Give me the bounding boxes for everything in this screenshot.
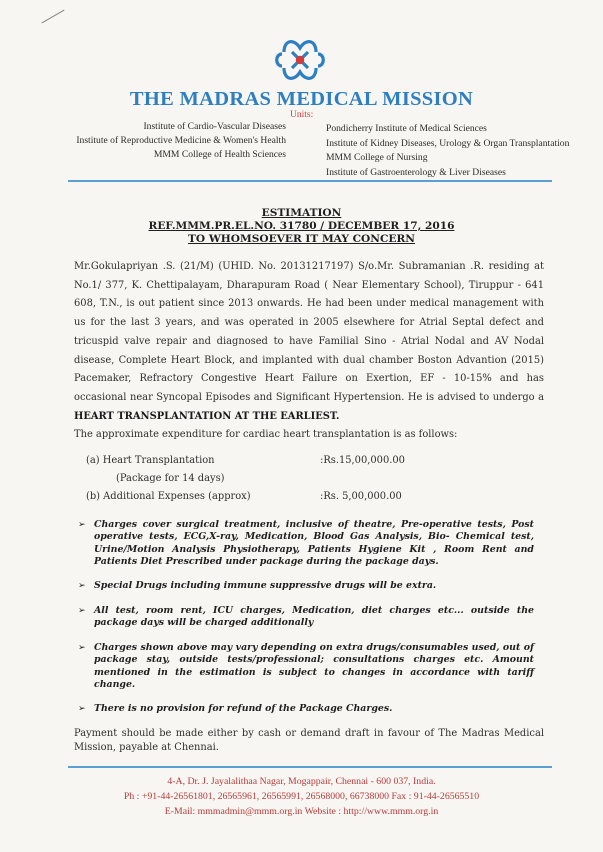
bullet-arrow-icon: ➢ (78, 704, 86, 714)
cost-sub: (Package for 14 days) (116, 473, 225, 484)
bullet-item (78, 703, 534, 715)
bullet-text: Charges shown above may vary depending on extra drugs/consumables used, out of package stay, outside tests/professional; consultations charges etc. Amount mentioned in the estimation is subject to changes in accordance with tariff change. (94, 642, 534, 691)
payment-note: Payment should be made either by cash or demand draft in favour of The Madras Medical Mission, payable at Chennai. (74, 728, 544, 753)
paragraph-text: Mr.Gokulapriyan .S. (21/M) (UHID. No. 20131217197) S/o.Mr. Subramanian .R. residing at No.1/ 377, K. Chettipalayam, Dharapuram Road ( Near Elementary School), Tiruppur - 641 608, T.N., is out patient since 2013 onwards. He had been under medical management with us for the last 3 years, and was operated in 2005 elsewhere for Atrial Septal defect and tricuspid valve repair and diagnosed to have Familial Sino - Atrial Nodal and AV Nodal disease, Complete Heart Block, and implanted with dual chamber Boston Advantion (2015) Pacemaker, Refractory Congestive Heart Failure on Exertion, EF - 10-15% and has occasional near Syncopal Episodes and Significant Hypertension. He is advised to undergo a (74, 261, 544, 403)
footer-email: E-Mail: mmmadmin@mmm.org.in Website : http://www.mmm.org.in (164, 806, 439, 817)
footer-divider (68, 766, 552, 768)
patient-paragraph (74, 258, 544, 426)
pen-mark (41, 10, 64, 24)
unit-item: Institute of Gastroenterology & Liver Diseases (326, 166, 506, 178)
bullet-text: Special Drugs including immune suppressive drugs will be extra. (94, 580, 437, 591)
cost-amount: :Rs. 5,00,000.00 (320, 491, 402, 502)
bullet-item (78, 642, 534, 692)
unit-item: Pondicherry Institute of Medical Sciences (326, 123, 487, 134)
unit-item: Institute of Kidney Diseases, Urology & Organ Transplantation (326, 137, 570, 149)
bullet-arrow-icon: ➢ (78, 581, 86, 591)
bullet-text: Charges cover surgical treatment, inclusive of theatre, Pre-operative tests, Post operative tests, ECG,X-ray, Medication, Blood Gas Analysis, Bio- Chemical test, Urine/Motion Analysis Physiotherapy, Patients Hygiene Kit , Room Rent and Patients Diet Prescribed under package during the package days. (94, 519, 534, 568)
header-divider (68, 180, 552, 182)
mmm-logo-icon (272, 30, 328, 90)
bullet-arrow-icon: ➢ (78, 606, 86, 616)
cost-amount: :Rs.15,00,000.00 (320, 455, 405, 466)
unit-item: MMM College of Nursing (326, 152, 428, 163)
doc-reference: REF.MMM.PR.EL.NO. 31780 / DECEMBER 17, 2016 (148, 220, 455, 232)
doc-title: ESTIMATION (261, 207, 342, 219)
org-name: THE MADRAS MEDICAL MISSION (129, 88, 474, 110)
units-right-list (326, 122, 596, 180)
footer-address: 4-A, Dr. J. Jayalalithaa Nagar, Mogappair, Chennai - 600 037, India. (167, 776, 436, 787)
unit-item: Institute of Cardio-Vascular Diseases (143, 121, 286, 132)
bullet-arrow-icon: ➢ (78, 643, 86, 653)
cost-label: (b) Additional Expenses (approx) (86, 491, 251, 502)
expenditure-intro: The approximate expenditure for cardiac heart transplantation is as follows: (74, 429, 458, 440)
unit-item: Institute of Reproductive Medicine & Women's Health (76, 135, 286, 146)
footer-phone: Ph : +91-44-26561801, 26565961, 26565991, 26568000, 66738000 Fax : 91-44-26565510 (123, 791, 480, 802)
bullet-arrow-icon: ➢ (78, 520, 86, 530)
bullet-item (78, 519, 534, 569)
doc-salutation: TO WHOMSOEVER IT MAY CONCERN (188, 233, 415, 245)
unit-item: MMM College of Health Sciences (153, 149, 286, 160)
cost-label: (a) Heart Transplantation (86, 455, 215, 466)
paragraph-emphasis: HEART TRANSPLANTATION AT THE EARLIEST. (74, 410, 340, 422)
units-left-list (40, 120, 286, 162)
bullet-text: There is no provision for refund of the Package Charges. (94, 703, 393, 714)
bullet-text: All test, room rent, ICU charges, Medication, diet charges etc... outside the package days will be charged additionally (94, 605, 534, 629)
units-label: Units: (290, 110, 314, 120)
bullet-item (78, 580, 534, 592)
bullet-item (78, 605, 534, 630)
